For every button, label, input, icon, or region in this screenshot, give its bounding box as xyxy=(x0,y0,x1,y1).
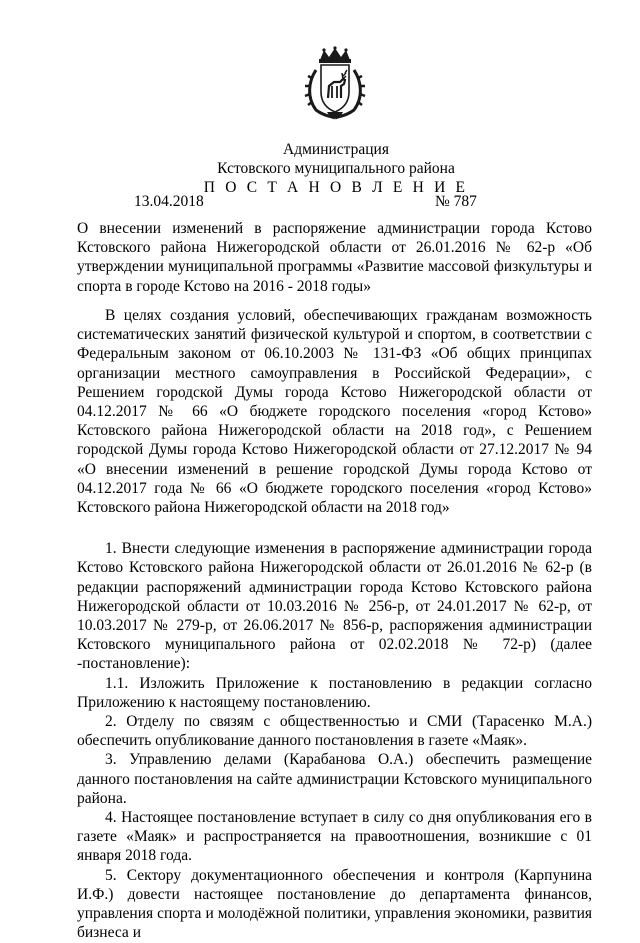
document-body xyxy=(77,306,592,943)
item-paragraph: 5. Сектору документационного обеспечения и контроля (Карпунина И.Ф.) довести настоящее постановление до департамента финансов, управления спорта и молодёжной политики, управления экономики, развития бизнеса и xyxy=(77,866,592,942)
date-number-line xyxy=(0,192,640,212)
preamble-paragraph: В целях создания условий, обеспечивающих гражданам возможность систематических занятий физической культурой и спортом, в соответствии с Федеральным законом от 06.10.2003 № 131-ФЗ «Об общих принципах организации местного самоуправления в Российской Федерации», с Решением городской Думы города Кстово Нижегородской области от 04.12.2017 № 66 «О бюджете городского поселения «город Кстово» Кстовского района Нижегородской области на 2018 год», с Решением городской Думы города Кстово Нижегородской области от 27.12.2017 № 94 «О внесении изменений в решение городской Думы города Кстово от 04.12.2017 года № 66 «О бюджете городского поселения «город Кстово» Кстовского района Нижегородской области на 2018 год» xyxy=(77,307,592,517)
document-type: П О С Т А Н О В Л Е Н И Е xyxy=(203,179,469,196)
item-paragraph: 1.1. Изложить Приложение к постановлению в редакции согласно Приложению к настоящему постановлению. xyxy=(77,674,592,711)
document-header xyxy=(0,140,640,197)
item-paragraph: 3. Управлению делами (Карабанова О.А.) обеспечить размещение данного постановления на сайте администрации Кстовского муниципального района. xyxy=(77,751,592,807)
document-number: № 787 xyxy=(435,193,477,210)
item-paragraph: 1. Внести следующие изменения в распоряжение администрации города Кстово Кстовского района Нижегородской области от 26.01.2016 № 62-р (в редакции распоряжений администрации города Кстово Кстовского района Нижегородской области от 10.03.2016 № 256-р, от 24.01.2017 № 62-р, от 10.03.2017 № 279-р, от 26.06.2017 № 856-р, распоряжения администрации Кстовского муниципального района от 02.02.2018 № 72-р) (далее -постановление): xyxy=(77,540,592,673)
item-paragraph: 2. Отделу по связям с общественностью и СМИ (Тарасенко М.А.) обеспечить опубликование данного постановления в газете «Маяк». xyxy=(77,713,592,750)
document-subject: О внесении изменений в распоряжение администрации города Кстово Кстовского района Нижегородской области от 26.01.2016 № 62-р «Об утверждении муниципальной программы «Развитие массовой физкультуры и спорта в городе Кстово на 2016 - 2018 годы» xyxy=(77,220,592,295)
coat-of-arms-icon xyxy=(302,46,368,120)
district-name: Кстовского муниципального района xyxy=(217,160,455,177)
item-paragraph: 4. Настоящее постановление вступает в силу со дня опубликования его в газете «Маяк» и распространяется на правоотношения, возникшие с 01 января 2018 года. xyxy=(77,809,592,865)
document-date: 13.04.2018 xyxy=(134,193,204,210)
organization-name: Администрация xyxy=(283,141,389,158)
